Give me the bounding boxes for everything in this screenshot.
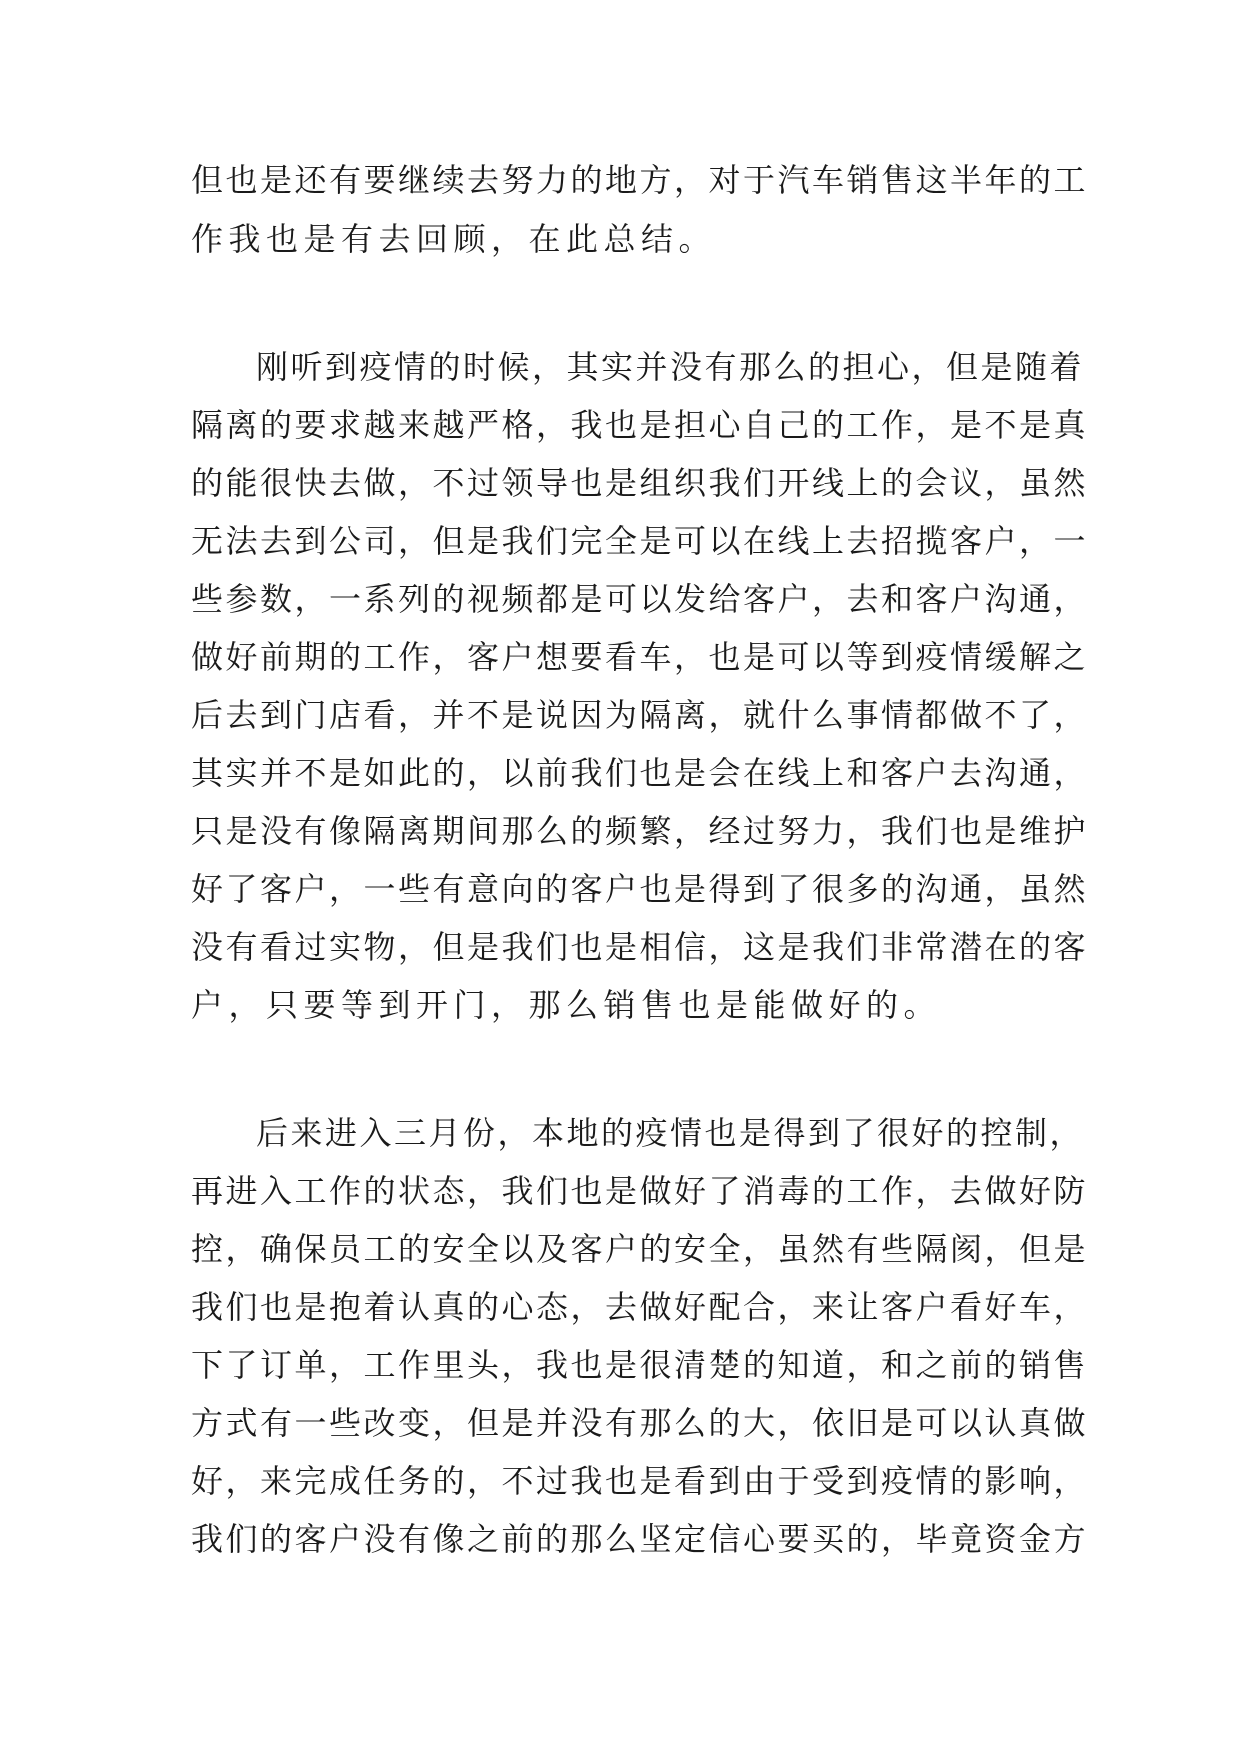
paragraph-1-line-2: 作我也是有去回顾，在此总结。 <box>191 220 717 258</box>
paragraph-3-line-7: 好，来完成任务的，不过我也是看到由于受到疫情的影响， <box>191 1462 1089 1500</box>
paragraph-2-line-10: 好了客户，一些有意向的客户也是得到了很多的沟通，虽然 <box>191 870 1089 908</box>
paragraph-3-line-3: 控，确保员工的安全以及客户的安全，虽然有些隔阂，但是 <box>191 1230 1089 1268</box>
paragraph-3-line-5: 下了订单，工作里头，我也是很清楚的知道，和之前的销售 <box>191 1346 1089 1384</box>
paragraph-2-line-2: 隔离的要求越来越严格，我也是担心自己的工作，是不是真 <box>191 406 1089 444</box>
paragraph-2-line-5: 些参数，一系列的视频都是可以发给客户，去和客户沟通， <box>191 580 1089 618</box>
paragraph-2-line-4: 无法去到公司，但是我们完全是可以在线上去招揽客户，一 <box>191 522 1089 560</box>
paragraph-2-line-6: 做好前期的工作，客户想要看车，也是可以等到疫情缓解之 <box>191 638 1089 676</box>
paragraph-3-line-1: 后来进入三月份，本地的疫情也是得到了很好的控制， <box>256 1114 1085 1152</box>
paragraph-2-line-11: 没有看过实物，但是我们也是相信，这是我们非常潜在的客 <box>191 928 1089 966</box>
paragraph-2-line-3: 的能很快去做，不过领导也是组织我们开线上的会议，虽然 <box>191 464 1089 502</box>
paragraph-2-line-7: 后去到门店看，并不是说因为隔离，就什么事情都做不了， <box>191 696 1089 734</box>
paragraph-3-line-6: 方式有一些改变，但是并没有那么的大，依旧是可以认真做 <box>191 1404 1089 1442</box>
paragraph-2-line-12: 户，只要等到开门，那么销售也是能做好的。 <box>191 986 942 1024</box>
paragraph-3-line-2: 再进入工作的状态，我们也是做好了消毒的工作，去做好防 <box>191 1172 1089 1210</box>
paragraph-2-line-9: 只是没有像隔离期间那么的频繁，经过努力，我们也是维护 <box>191 812 1089 850</box>
paragraph-2-line-8: 其实并不是如此的，以前我们也是会在线上和客户去沟通， <box>191 754 1089 792</box>
paragraph-3-line-4: 我们也是抱着认真的心态，去做好配合，来让客户看好车， <box>191 1288 1089 1326</box>
paragraph-1-line-1: 但也是还有要继续去努力的地方，对于汽车销售这半年的工 <box>191 161 1089 199</box>
paragraph-3-line-8: 我们的客户没有像之前的那么坚定信心要买的，毕竟资金方 <box>191 1520 1089 1558</box>
paragraph-2-line-1: 刚听到疫情的时候，其实并没有那么的担心，但是随着 <box>256 348 1085 386</box>
